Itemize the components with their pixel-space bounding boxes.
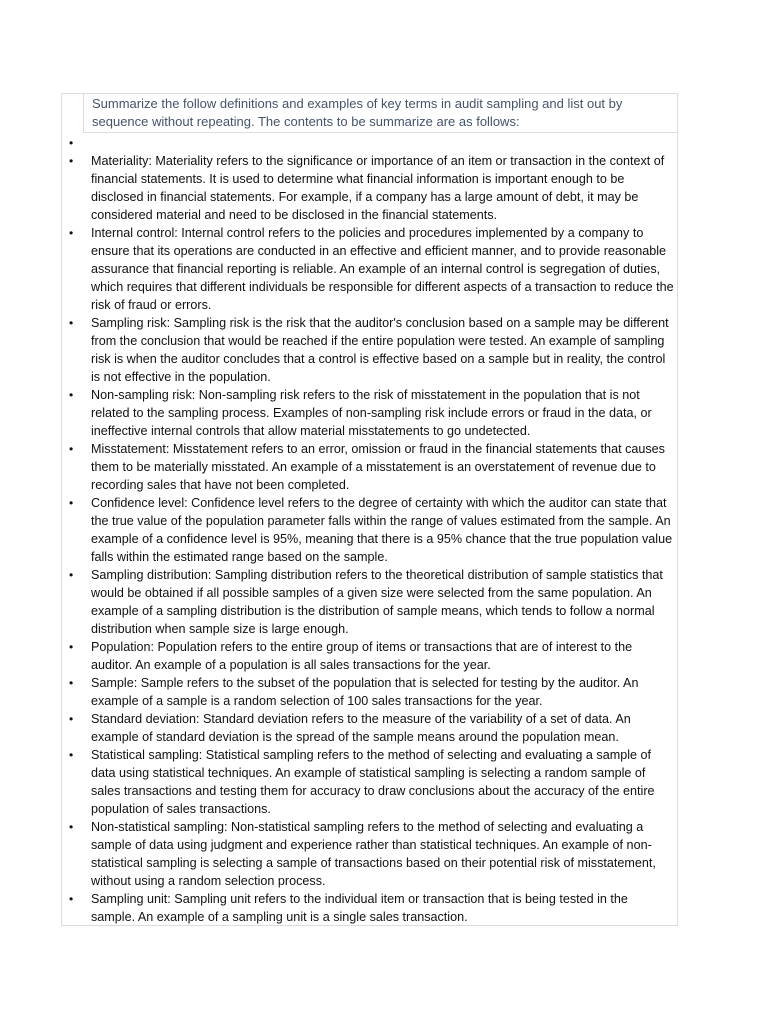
bullet-icon: • [69,712,74,726]
bullet-icon: • [69,748,74,762]
list-item-text: Standard deviation: Standard deviation refers to the measure of the variability of a set of data. An example of standard deviation is the spread of the sample means around the population mean. [91,712,631,744]
term-list [62,134,677,926]
list-item [62,818,677,890]
list-item [62,566,677,638]
list-item-text: Non-sampling risk: Non-sampling risk refers to the risk of misstatement in the population that is not related to the sampling process. Examples of non-sampling risk include errors or fraud in the data, or ineffective internal controls that allow material misstatements to go undetected. [91,388,652,438]
content-table [61,93,678,926]
list-item [62,746,677,818]
list-item [62,890,677,926]
list-item [62,152,677,224]
bullet-icon: • [69,136,74,150]
list-item [62,134,677,152]
bullet-icon: • [69,892,74,906]
list-item [62,494,677,566]
bullet-icon: • [69,226,74,240]
list-item [62,674,677,710]
bullet-icon: • [69,388,74,402]
list-item-text: Confidence level: Confidence level refers to the degree of certainty with which the auditor can state that the true value of the population parameter falls within the range of values estimated from the sample. An example of a confidence level is 95%, meaning that there is a 95% chance that the true population value falls within the estimated range based on the sample. [91,496,673,564]
list-item [62,440,677,494]
list-item-text: Sampling distribution: Sampling distribution refers to the theoretical distribution of sample statistics that would be obtained if all possible samples of a given size were selected from the same population. An example of a sampling distribution is the distribution of sample means, which tends to follow a normal distribution when sample size is large enough. [91,568,663,636]
bullet-icon: • [69,442,74,456]
bullet-icon: • [69,820,74,834]
bullet-icon: • [69,676,74,690]
list-item-text: Materiality: Materiality refers to the significance or importance of an item or transaction in the context of financial statements. It is used to determine what financial information is important enough to be disclosed in financial statements. For example, if a company has a large amount of debt, it may be considered material and need to be disclosed in the financial statements. [91,154,665,222]
list-item [62,638,677,674]
list-item [62,710,677,746]
list-item-text: Misstatement: Misstatement refers to an error, omission or fraud in the financial statements that causes them to be materially misstated. An example of a misstatement is an overstatement of revenue due to recording sales that have not been completed. [91,442,665,492]
list-item-text: Sampling risk: Sampling risk is the risk that the auditor's conclusion based on a sample may be different from the conclusion that would be reached if the entire population were tested. An example of sampling risk is when the auditor concludes that a control is effective based on a sample but in reality, the control is not effective in the population. [91,316,669,384]
list-item-text: Sample: Sample refers to the subset of the population that is selected for testing by the auditor. An example of a sample is a random selection of 100 sales transactions for the year. [91,676,639,708]
list-item-text: Internal control: Internal control refers to the policies and procedures implemented by a company to ensure that its operations are conducted in an effective and efficient manner, and to provide reasonable assurance that financial reporting is reliable. An example of an internal control is segregation of duties, which requires that different individuals be responsible for different aspects of a transaction to reduce the risk of fraud or errors. [91,226,674,312]
list-item-text: Sampling unit: Sampling unit refers to the individual item or transaction that is being tested in the sample. An example of a sampling unit is a single sales transaction. [91,892,628,924]
list-item-text: Statistical sampling: Statistical sampling refers to the method of selecting and evaluating a sample of data using statistical techniques. An example of statistical sampling is selecting a random sample of sales transactions and testing them for accuracy to draw conclusions about the accuracy of the entire population of sales transactions. [91,748,655,816]
bullet-icon: • [69,316,74,330]
list-item [62,386,677,440]
bullet-icon: • [69,496,74,510]
bullet-icon: • [69,568,74,582]
bullet-icon: • [69,640,74,654]
list-item-text: Non-statistical sampling: Non-statistical sampling refers to the method of selecting and evaluating a sample of data using judgment and experience rather than statistical techniques. An example of non-statistical sampling is selecting a sample of transactions based on their potential risk of misstatement, without using a random selection process. [91,820,656,888]
list-item-text: Population: Population refers to the entire group of items or transactions that are of interest to the auditor. An example of a population is all sales transactions for the year. [91,640,633,672]
list-item [62,224,677,314]
prompt-text: Summarize the follow definitions and examples of key terms in audit sampling and list out by sequence without repeating. The contents to be summarize are as follows: [83,94,677,133]
list-item [62,314,677,386]
bullet-icon: • [69,154,74,168]
